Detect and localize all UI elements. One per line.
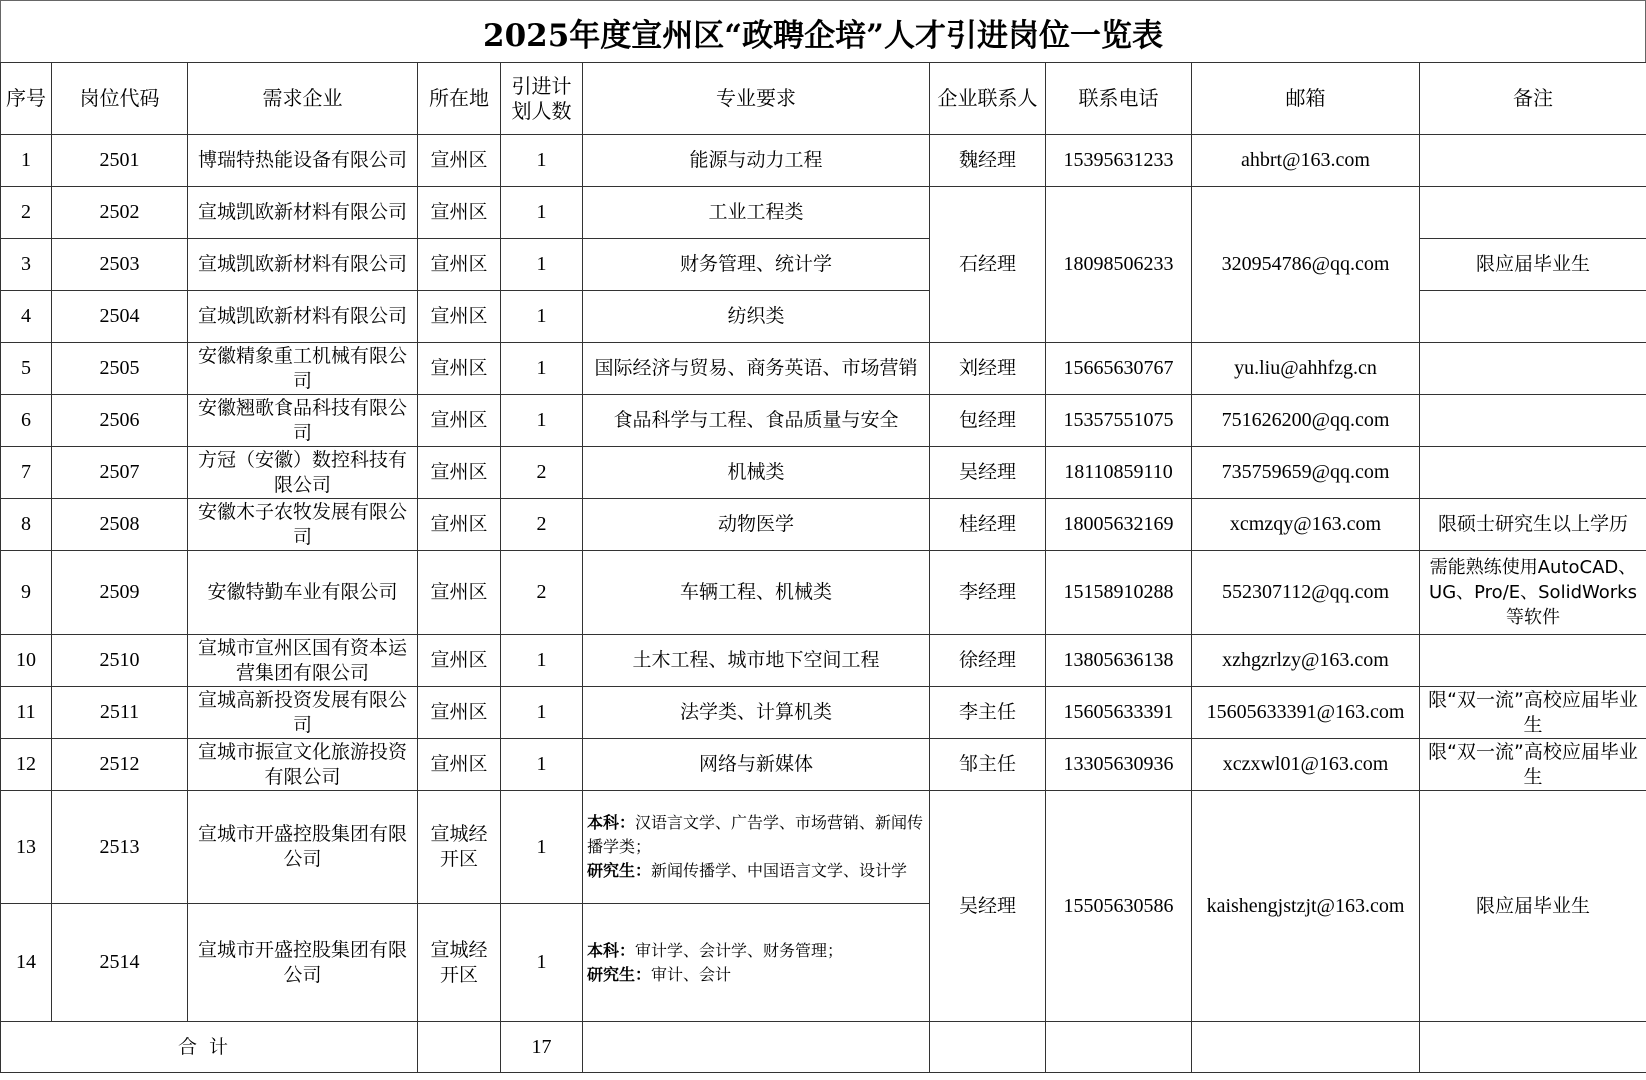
- cell-email: 751626200@qq.com: [1192, 395, 1420, 447]
- cell-company: 安徽木子农牧发展有限公司: [188, 499, 418, 551]
- cell-note: [1420, 343, 1646, 395]
- sheet-title: 2025年度宣州区“政聘企培”人才引进岗位一览表: [0, 0, 1646, 63]
- table-row: [1, 135, 1646, 187]
- cell-seq: 7: [1, 447, 52, 499]
- cell-company: 安徽特勤车业有限公司: [188, 551, 418, 635]
- cell-code: 2505: [52, 343, 188, 395]
- cell-location: 宣州区: [418, 499, 501, 551]
- cell-note-merged: 限应届毕业生: [1420, 791, 1646, 1022]
- cell-company: 宣城市开盛控股集团有限公司: [188, 791, 418, 904]
- cell-planned: 1: [501, 135, 583, 187]
- cell-code: 2502: [52, 187, 188, 239]
- cell-note: [1420, 635, 1646, 687]
- total-label: 合计: [1, 1022, 418, 1073]
- cell-seq: 12: [1, 739, 52, 791]
- cell-phone: 15357551075: [1046, 395, 1192, 447]
- table-row: [1, 551, 1646, 635]
- cell-phone: 15665630767: [1046, 343, 1192, 395]
- cell-major: 机械类: [583, 447, 930, 499]
- cell-email: xcmzqy@163.com: [1192, 499, 1420, 551]
- cell-location: 宣州区: [418, 551, 501, 635]
- grad-label: 研究生：: [587, 861, 652, 880]
- cell-location: 宣州区: [418, 395, 501, 447]
- cell-code: 2501: [52, 135, 188, 187]
- header-location: 所在地: [418, 63, 501, 135]
- header-contact: 企业联系人: [930, 63, 1046, 135]
- cell-phone-merged: 18098506233: [1046, 187, 1192, 343]
- cell-planned: 1: [501, 739, 583, 791]
- cell-location: 宣城经开区: [418, 791, 501, 904]
- grad-majors: 新闻传播学、中国语言文学、设计学: [651, 861, 908, 880]
- cell-company: 宣城凯欧新材料有限公司: [188, 291, 418, 343]
- cell-planned: 1: [501, 343, 583, 395]
- cell-major: 网络与新媒体: [583, 739, 930, 791]
- cell-note: 限硕士研究生以上学历: [1420, 499, 1646, 551]
- cell-email: xczxwl01@163.com: [1192, 739, 1420, 791]
- cell-seq: 13: [1, 791, 52, 904]
- total-planned: 17: [501, 1022, 583, 1073]
- cell-planned: 1: [501, 187, 583, 239]
- cell-email: 15605633391@163.com: [1192, 687, 1420, 739]
- cell-contact-merged: 石经理: [930, 187, 1046, 343]
- cell-seq: 4: [1, 291, 52, 343]
- header-major: 专业要求: [583, 63, 930, 135]
- cell-location: 宣州区: [418, 135, 501, 187]
- cell-email: yu.liu@ahhfzg.cn: [1192, 343, 1420, 395]
- cell-note: [1420, 447, 1646, 499]
- grad-label: 研究生：: [587, 964, 652, 984]
- header-note: 备注: [1420, 63, 1646, 135]
- cell-location: 宣州区: [418, 187, 501, 239]
- cell-company: 安徽精象重工机械有限公司: [188, 343, 418, 395]
- cell-company: 宣城凯欧新材料有限公司: [188, 187, 418, 239]
- cell-contact-merged: 吴经理: [930, 791, 1046, 1022]
- cell-location: 宣州区: [418, 687, 501, 739]
- cell-seq: 6: [1, 395, 52, 447]
- cell-seq: 2: [1, 187, 52, 239]
- cell-seq: 1: [1, 135, 52, 187]
- cell-contact: 吴经理: [930, 447, 1046, 499]
- undergrad-label: 本科：: [587, 940, 636, 960]
- table-row: [1, 447, 1646, 499]
- cell-planned: 1: [501, 239, 583, 291]
- cell-email: 552307112@qq.com: [1192, 551, 1420, 635]
- cell-company: 博瑞特热能设备有限公司: [188, 135, 418, 187]
- cell-email: xzhgzrlzy@163.com: [1192, 635, 1420, 687]
- total-empty-note: [1420, 1022, 1646, 1073]
- cell-contact: 徐经理: [930, 635, 1046, 687]
- table-row: [1, 687, 1646, 739]
- header-phone: 联系电话: [1046, 63, 1192, 135]
- cell-note: [1420, 187, 1646, 239]
- table-row: [1, 791, 1646, 904]
- cell-planned: 1: [501, 687, 583, 739]
- cell-company: 宣城市振宣文化旅游投资有限公司: [188, 739, 418, 791]
- cell-phone: 18005632169: [1046, 499, 1192, 551]
- cell-code: 2510: [52, 635, 188, 687]
- table-row: [1, 499, 1646, 551]
- cell-major: 土木工程、城市地下空间工程: [583, 635, 930, 687]
- cell-code: 2511: [52, 687, 188, 739]
- cell-planned: 2: [501, 551, 583, 635]
- total-empty-email: [1192, 1022, 1420, 1073]
- cell-code: 2509: [52, 551, 188, 635]
- total-empty-location: [418, 1022, 501, 1073]
- cell-phone: 13805636138: [1046, 635, 1192, 687]
- table-row: [1, 187, 1646, 239]
- cell-location: 宣州区: [418, 635, 501, 687]
- table-row: [1, 739, 1646, 791]
- cell-phone: 15605633391: [1046, 687, 1192, 739]
- cell-seq: 5: [1, 343, 52, 395]
- cell-note: [1420, 395, 1646, 447]
- cell-note: 需能熟练使用AutoCAD、UG、Pro/E、SolidWorks等软件: [1420, 551, 1646, 635]
- total-row: [1, 1022, 1646, 1073]
- cell-location: 宣城经开区: [418, 904, 501, 1022]
- grad-majors: 审计、会计: [651, 964, 732, 984]
- cell-email-merged: kaishengjstzjt@163.com: [1192, 791, 1420, 1022]
- positions-table: [0, 62, 1646, 1073]
- cell-contact: 李经理: [930, 551, 1046, 635]
- cell-note: 限“双一流”高校应届毕业生: [1420, 739, 1646, 791]
- cell-code: 2513: [52, 791, 188, 904]
- undergrad-majors: 汉语言文学、广告学、市场营销、新闻传播学类；: [587, 813, 924, 856]
- total-empty-phone: [1046, 1022, 1192, 1073]
- cell-major: 动物医学: [583, 499, 930, 551]
- cell-seq: 8: [1, 499, 52, 551]
- cell-phone-merged: 15505630586: [1046, 791, 1192, 1022]
- cell-company: 宣城高新投资发展有限公司: [188, 687, 418, 739]
- cell-email: 735759659@qq.com: [1192, 447, 1420, 499]
- cell-code: 2514: [52, 904, 188, 1022]
- cell-company: 宣城凯欧新材料有限公司: [188, 239, 418, 291]
- cell-major: 法学类、计算机类: [583, 687, 930, 739]
- cell-note: 限“双一流”高校应届毕业生: [1420, 687, 1646, 739]
- header-row: [1, 63, 1646, 135]
- table-row: [1, 343, 1646, 395]
- cell-major: [583, 904, 930, 1022]
- cell-planned: 2: [501, 447, 583, 499]
- cell-code: 2503: [52, 239, 188, 291]
- cell-major: 工业工程类: [583, 187, 930, 239]
- cell-seq: 10: [1, 635, 52, 687]
- cell-contact: 邹主任: [930, 739, 1046, 791]
- cell-company: 宣城市宣州区国有资本运营集团有限公司: [188, 635, 418, 687]
- cell-seq: 9: [1, 551, 52, 635]
- cell-note: 限应届毕业生: [1420, 239, 1646, 291]
- cell-email-merged: 320954786@qq.com: [1192, 187, 1420, 343]
- header-code: 岗位代码: [52, 63, 188, 135]
- cell-major: 国际经济与贸易、商务英语、市场营销: [583, 343, 930, 395]
- cell-major: 财务管理、统计学: [583, 239, 930, 291]
- cell-phone: 13305630936: [1046, 739, 1192, 791]
- undergrad-label: 本科：: [587, 813, 636, 832]
- cell-seq: 3: [1, 239, 52, 291]
- cell-seq: 14: [1, 904, 52, 1022]
- header-planned: 引进计划人数: [501, 63, 583, 135]
- cell-major: [583, 791, 930, 904]
- cell-location: 宣州区: [418, 447, 501, 499]
- cell-code: 2508: [52, 499, 188, 551]
- cell-planned: 2: [501, 499, 583, 551]
- cell-planned: 1: [501, 635, 583, 687]
- table-row: [1, 395, 1646, 447]
- cell-contact: 魏经理: [930, 135, 1046, 187]
- header-company: 需求企业: [188, 63, 418, 135]
- cell-location: 宣州区: [418, 291, 501, 343]
- cell-note: [1420, 291, 1646, 343]
- cell-seq: 11: [1, 687, 52, 739]
- cell-major: 纺织类: [583, 291, 930, 343]
- cell-planned: 1: [501, 791, 583, 904]
- cell-phone: 18110859110: [1046, 447, 1192, 499]
- cell-location: 宣州区: [418, 343, 501, 395]
- cell-phone: 15158910288: [1046, 551, 1192, 635]
- undergrad-majors: 审计学、会计学、财务管理；: [635, 940, 844, 960]
- cell-code: 2506: [52, 395, 188, 447]
- cell-contact: 包经理: [930, 395, 1046, 447]
- cell-email: ahbrt@163.com: [1192, 135, 1420, 187]
- total-empty-major: [583, 1022, 930, 1073]
- cell-contact: 李主任: [930, 687, 1046, 739]
- cell-planned: 1: [501, 395, 583, 447]
- cell-location: 宣州区: [418, 239, 501, 291]
- cell-code: 2504: [52, 291, 188, 343]
- table-row: [1, 635, 1646, 687]
- cell-planned: 1: [501, 904, 583, 1022]
- cell-code: 2507: [52, 447, 188, 499]
- cell-location: 宣州区: [418, 739, 501, 791]
- cell-contact: 桂经理: [930, 499, 1046, 551]
- cell-company: 安徽翘歌食品科技有限公司: [188, 395, 418, 447]
- cell-phone: 15395631233: [1046, 135, 1192, 187]
- header-email: 邮箱: [1192, 63, 1420, 135]
- cell-major: 能源与动力工程: [583, 135, 930, 187]
- cell-note: [1420, 135, 1646, 187]
- total-empty-contact: [930, 1022, 1046, 1073]
- cell-major: 食品科学与工程、食品质量与安全: [583, 395, 930, 447]
- cell-major: 车辆工程、机械类: [583, 551, 930, 635]
- cell-contact: 刘经理: [930, 343, 1046, 395]
- header-seq: 序号: [1, 63, 52, 135]
- cell-code: 2512: [52, 739, 188, 791]
- cell-planned: 1: [501, 291, 583, 343]
- cell-company: 方冠（安徽）数控科技有限公司: [188, 447, 418, 499]
- cell-company: 宣城市开盛控股集团有限公司: [188, 904, 418, 1022]
